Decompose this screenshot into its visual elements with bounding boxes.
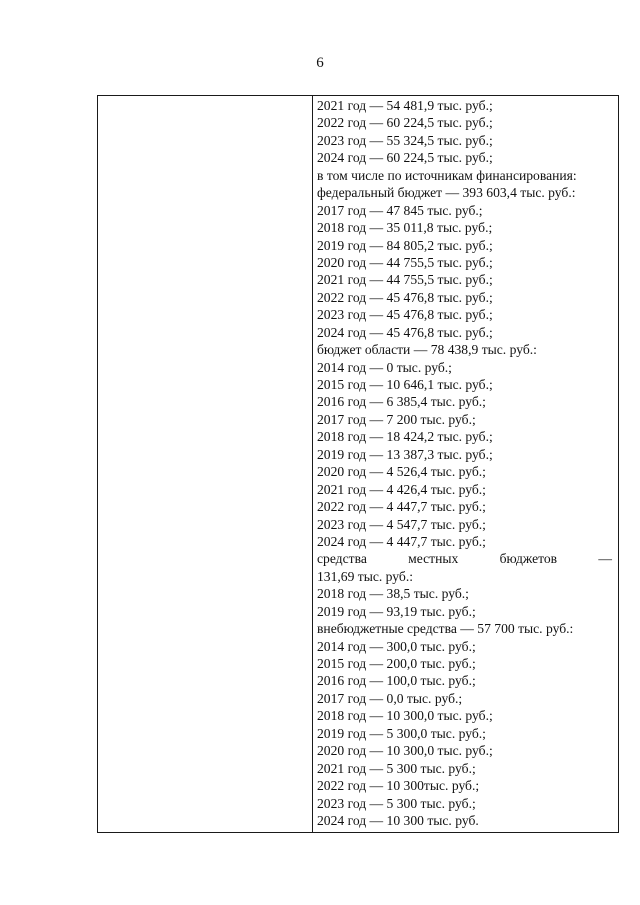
table-left-cell <box>98 96 313 832</box>
funding-line: 2017 год — 7 200 тыс. руб.; <box>317 411 476 427</box>
funding-line: 2019 год — 5 300,0 тыс. руб.; <box>317 725 486 741</box>
local-budget-dash: — <box>598 551 612 567</box>
funding-line: 2020 год — 44 755,5 тыс. руб.; <box>317 254 493 270</box>
funding-line: 2024 год — 60 224,5 тыс. руб.; <box>317 150 493 166</box>
local-budget-word: средства <box>317 551 367 567</box>
local-budget-word: местных <box>408 551 459 567</box>
funding-line: 2018 год — 35 011,8 тыс. руб.; <box>317 220 493 236</box>
funding-line: 2016 год — 100,0 тыс. руб.; <box>317 673 476 689</box>
funding-line: 2018 год — 38,5 тыс. руб.; <box>317 586 469 602</box>
funding-line: 2023 год — 5 300 тыс. руб.; <box>317 795 476 811</box>
funding-lines-block <box>317 585 618 829</box>
local-budget-line <box>317 550 618 567</box>
funding-line: 2018 год — 18 424,2 тыс. руб.; <box>317 429 493 445</box>
funding-line: 2017 год — 0,0 тыс. руб.; <box>317 690 463 706</box>
funding-line: 2023 год — 55 324,5 тыс. руб.; <box>317 132 493 148</box>
funding-line: 2024 год — 45 476,8 тыс. руб.; <box>317 324 493 340</box>
funding-line: 2015 год — 200,0 тыс. руб.; <box>317 656 476 671</box>
table-right-cell <box>313 96 618 832</box>
funding-line: 2024 год — 4 447,7 тыс. руб.; <box>317 533 486 549</box>
funding-line: 2019 год — 13 387,3 тыс. руб.; <box>317 446 493 462</box>
funding-line: 2016 год — 6 385,4 тыс. руб.; <box>317 394 486 410</box>
funding-line: 2018 год — 10 300,0 тыс. руб.; <box>317 708 493 724</box>
funding-line: 2021 год — 44 755,5 тыс. руб.; <box>317 272 493 288</box>
funding-line: 2022 год — 60 224,5 тыс. руб.; <box>317 115 493 131</box>
funding-lines-block <box>317 97 618 550</box>
funding-line: 2022 год — 45 476,8 тыс. руб.; <box>317 289 493 305</box>
funding-line: 2021 год — 5 300 тыс. руб.; <box>317 760 476 776</box>
funding-line: 2019 год — 93,19 тыс. руб.; <box>317 603 476 619</box>
funding-line: 2017 год — 47 845 тыс. руб.; <box>317 202 483 218</box>
funding-line: 2021 год — 4 426,4 тыс. руб.; <box>317 481 486 497</box>
funding-line: федеральный бюджет — 393 603,4 тыс. руб.: <box>317 185 576 201</box>
funding-table <box>97 95 619 833</box>
funding-line: 2024 год — 10 300 тыс. руб. <box>317 812 479 828</box>
funding-line: внебюджетные средства — 57 700 тыс. руб.: <box>317 621 574 637</box>
funding-line: 2023 год — 45 476,8 тыс. руб.; <box>317 307 493 323</box>
funding-line: 2023 год — 4 547,7 тыс. руб.; <box>317 516 486 532</box>
funding-line: 2021 год — 54 481,9 тыс. руб.; <box>317 98 493 113</box>
funding-line: 2015 год — 10 646,1 тыс. руб.; <box>317 377 493 392</box>
funding-line: 2019 год — 84 805,2 тыс. руб.; <box>317 237 493 253</box>
local-budget-word: бюджетов <box>499 551 558 567</box>
local-budget-continuation: 131,69 тыс. руб.: <box>317 568 414 584</box>
funding-line: 2022 год — 4 447,7 тыс. руб.; <box>317 499 486 515</box>
funding-line: 2014 год — 0 тыс. руб.; <box>317 359 452 375</box>
page-number: 6 <box>316 55 324 71</box>
funding-line: 2020 год — 10 300,0 тыс. руб.; <box>317 743 493 759</box>
funding-line: 2020 год — 4 526,4 тыс. руб.; <box>317 464 486 480</box>
funding-line: 2022 год — 10 300тыс. руб.; <box>317 778 480 794</box>
funding-line: в том числе по источникам финансирования: <box>317 167 577 183</box>
funding-line: 2014 год — 300,0 тыс. руб.; <box>317 638 476 654</box>
funding-line: бюджет области — 78 438,9 тыс. руб.: <box>317 342 537 358</box>
